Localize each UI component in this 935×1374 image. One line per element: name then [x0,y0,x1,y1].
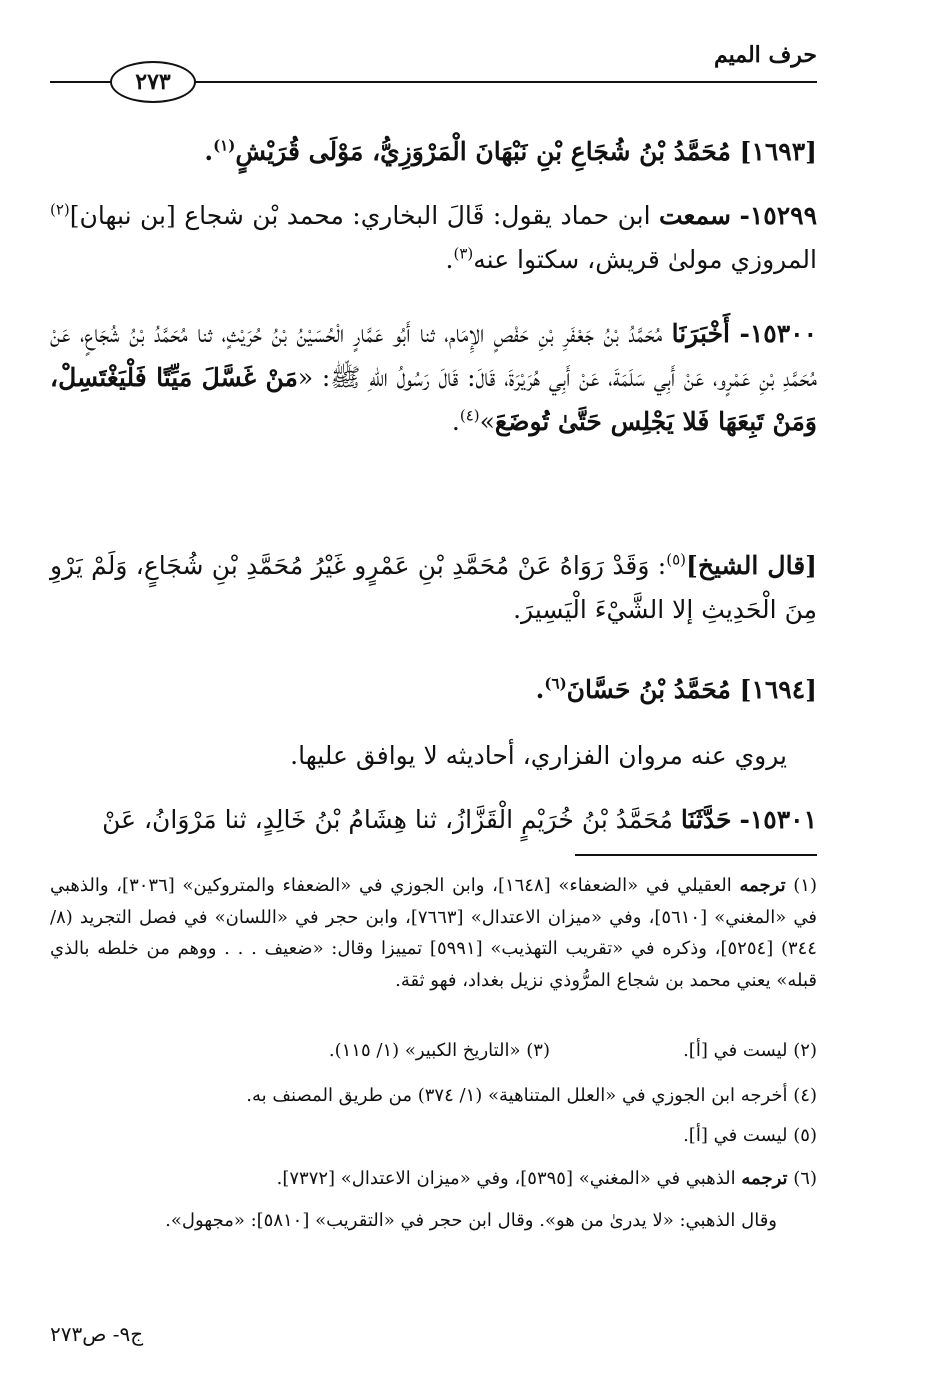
shaykh-comment: [قال الشيخ]$^{(٥)}$: وَقَدْ رَوَاهُ عَنْ مُحَمَّدِ بْنِ عَمْرٍو غَيْرُ مُحَمَّدِ بْنِ شُجَاعٍ، وَلَمْ يَرْوِ مِنَ الْحَدِيثِ إلا الشَّيْءَ الْيَسِيرَ. [50,550,817,624]
entry-heading-1693: [١٦٩٣] مُحَمَّدُ بْنُ شُجَاعِ بْنِ نَبْهَانَ الْمَرْوَزِيُّ، مَوْلَى قُرَيْشٍ$^{(١)}$. [204,136,817,166]
narration-number: ١٥٣٠٠- [739,319,817,348]
footnote-3: (٣) «التاريخ الكبير» (١/ ١١٥). [328,1040,550,1061]
footnote-separator [575,854,817,856]
footnote-5: (٥) ليست في [أ]. [683,1125,817,1146]
narration-number: ١٥٣٠١- [739,805,817,834]
narration-15300: ١٥٣٠٠- أَخْبَرَنَا مُحَمَّدُ بْنُ جَعْفَرِ بْنِ حَفْصٍ الإِمَام، ثنا أَبُو عَمَّارٍ الْحُسَيْنُ بْنُ حُرَيْثٍ، ثنا مُحَمَّدُ بْنُ شُجَاعٍ، عَنْ مُحَمَّدِ بْنِ عَمْرٍو، عَنْ أَبِي سَلَمَةَ، عَنْ أَبِي هُرَيْرَةَ، قَالَ: قَالَ رَسُولُ اللهِ ﷺ: «مَنْ غَسَّلَ مَيِّتًا فَلْيَغْتَسِلْ، وَمَنْ تَبِعَهَا فَلا يَجْلِس حَتَّىٰ تُوضَعَ»$^{(٤)}$. [50,319,817,436]
narration-15301: ١٥٣٠١- حَدَّثَنَا مُحَمَّدُ بْنُ خُرَيْمٍ الْقَزَّازُ، ثنا هِشَامُ بْنُ خَالِدٍ، ثنا مَرْوَانُ، عَنْ [102,805,817,834]
footnote-ref: (٤) [459,406,480,425]
narration-lead: حَدَّثَنَا [680,805,732,834]
narration-lead: سمعت [658,201,731,230]
page-number: ٢٧٣ [135,69,171,95]
volume-page-reference: ج٩- ص٢٧٣ [50,1322,144,1346]
page-number-badge [110,61,196,103]
narration-number: ١٥٢٩٩- [739,201,817,230]
footnote-1: (١) ترجمه العقيلي في «الضعفاء» [١٦٤٨]، وابن الجوزي في «الضعفاء والمتروكين» [٣٠٣٦]، والذهبي في «المغني» [٥٦١٠]، وفي «ميزان الاعتدال» [٧٦٦٣]، وابن حجر في «اللسان» في فصل التجريد (٨/ ٣٤٤) [٥٢٥٤]، وذكره في «تقريب التهذيب» [٥٩٩١] تمييزا وقال: «ضعيف . . . ووهم من خلطه بالذي قبله» يعني محمد بن شجاع المرُّوذي نزيل بغداد، فهو ثقة. [50,875,817,991]
footnote-4: (٤) أخرجه ابن الجوزي في «العلل المتناهية» (١/ ٣٧٤) من طريق المصنف به. [246,1085,817,1106]
entry-heading-1694: [١٦٩٤] مُحَمَّدُ بْنُ حَسَّانَ$^{(٦)}$. [535,674,817,704]
footnote-6: (٦) ترجمه الذهبي في «المغني» [٥٣٩٥]، وفي «ميزان الاعتدال» [٧٣٧٢]. [276,1168,817,1189]
footnote-ref: (١) [213,136,236,155]
narration-lead: أَخْبَرَنَا [671,319,730,348]
footnote-ref: (٢) [50,200,70,219]
footnote-6-continued: وقال الذهبي: «لا يدرىٰ من هو». وقال ابن حجر في «التقريب» [٥٨١٠]: «مجهول». [165,1210,777,1231]
running-title: حرف الميم [713,42,817,68]
footnote-ref: (٦) [544,674,567,693]
hadith-text: مَنْ غَسَّلَ مَيِّتًا فَلْيَغْتَسِلْ، وَمَنْ تَبِعَهَا فَلا يَجْلِس حَتَّىٰ تُوضَعَ [50,362,817,436]
footnote-2: (٢) ليست في [أ]. [683,1040,817,1061]
footnote-ref: (٣) [453,244,474,263]
narrator-note: يروي عنه مروان الفزاري، أحاديثه لا يوافق عليها. [290,741,787,770]
shaykh-label: [قال الشيخ] [685,551,817,580]
narration-15299: ١٥٢٩٩- سمعت ابن حماد يقول: قَالَ البخاري: محمد بْن شجاع [بن نبهان]$^{(٢)}$ المروزي مولىٰ قريش، سكتوا عنه$^{(٣)}$. [50,200,817,274]
footnote-ref: (٥) [666,550,686,569]
